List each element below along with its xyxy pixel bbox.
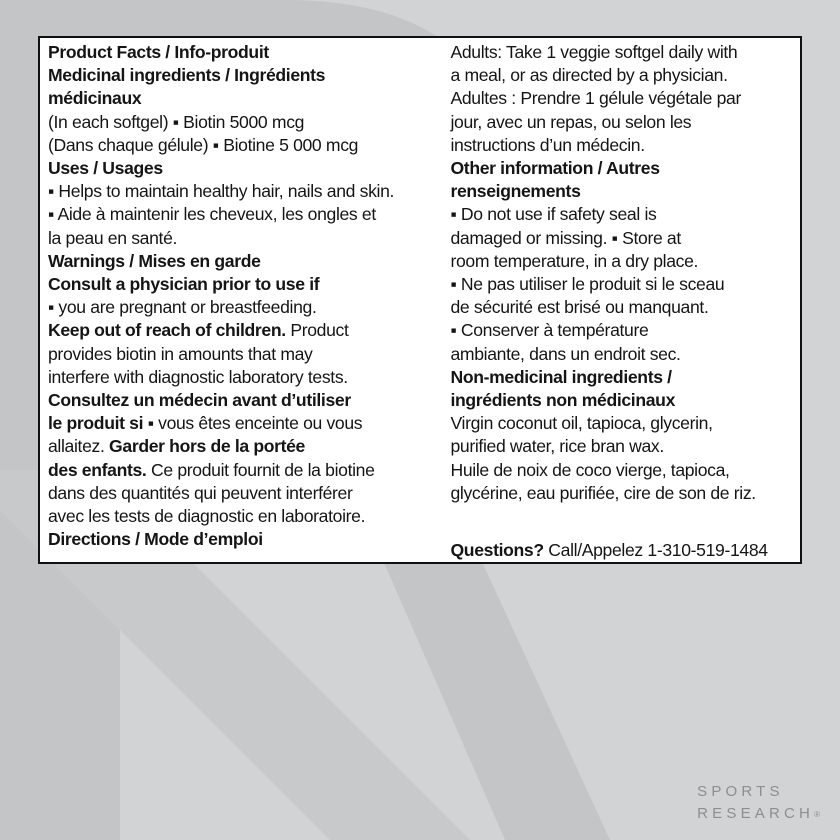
medicinal-ingredients-heading: Medicinal ingredients / Ingrédients	[48, 65, 326, 86]
uses-en: ▪ Helps to maintain healthy hair, nails and skin.	[48, 181, 395, 202]
keep-out-line	[48, 319, 440, 342]
keep-out-reach-fr: Garder hors de la portée	[109, 436, 305, 457]
pregnant-warning-fr: ▪ vous êtes enceinte ou vous	[143, 413, 363, 434]
consult-physician-fr: Consultez un médecin avant d’utiliser	[48, 390, 351, 411]
uses-fr: ▪ Aide à maintenir les cheveux, les ongles et	[48, 204, 376, 225]
uses-fr-cont: la peau en santé.	[48, 227, 178, 248]
directions-fr-end: instructions d’un médecin.	[450, 134, 645, 155]
non-medicinal-fr-cont: glycérine, eau purifiée, cire de son de riz.	[450, 482, 756, 503]
sports-research-logo	[697, 781, 820, 826]
non-medicinal-en: Virgin coconut oil, tapioca, glycerin,	[450, 413, 713, 434]
directions-en-cont: a meal, or as directed by a physician.	[450, 65, 728, 86]
directions-heading: Directions / Mode d’emploi	[48, 529, 263, 550]
medicinal-ingredient-en: (In each softgel) ▪ Biotin 5000 mcg	[48, 111, 305, 132]
other-info-en-end: room temperature, in a dry place.	[450, 250, 699, 271]
non-medicinal-fr: Huile de noix de coco vierge, tapioca,	[450, 459, 730, 480]
other-info-fr-end: ambiante, dans un endroit sec.	[450, 343, 681, 364]
consult-physician-en: Consult a physician prior to use if	[48, 274, 320, 295]
biotin-interference-en-cont: provides biotin in amounts that may	[48, 343, 313, 364]
consult-fr-line	[48, 412, 440, 435]
label-right-column	[450, 41, 792, 562]
other-information-heading: Other information / Autres	[450, 158, 660, 179]
uses-heading: Uses / Usages	[48, 158, 163, 179]
biotin-interference-fr: Ce produit fournit de la biotine	[146, 459, 375, 480]
column-spacer	[450, 505, 792, 539]
biotin-interference-en: Product	[285, 320, 349, 341]
consult-physician-fr-cont: le produit si	[48, 413, 144, 434]
other-info-fr-cont: de sécurité est brisé ou manquant.	[450, 297, 709, 318]
other-info-en: ▪ Do not use if safety seal is	[450, 204, 657, 225]
product-facts-label	[38, 36, 802, 564]
label-left-column	[48, 41, 440, 562]
directions-fr-cont: jour, avec un repas, ou selon les	[450, 111, 692, 132]
other-information-heading-cont: renseignements	[450, 181, 581, 202]
questions-label: Questions?	[450, 539, 544, 560]
product-facts-title: Product Facts / Info-produit	[48, 42, 269, 62]
questions-phone: Call/Appelez 1-310-519-1484	[543, 539, 768, 560]
enfants-line	[48, 459, 440, 482]
medicinal-ingredients-heading-cont: médicinaux	[48, 88, 142, 109]
biotin-interference-fr-cont: dans des quantités qui peuvent interférer	[48, 482, 353, 503]
non-medicinal-heading-cont: ingrédients non médicinaux	[450, 390, 676, 411]
pregnant-warning-fr-cont: allaitez.	[48, 436, 110, 457]
directions-en: Adults: Take 1 veggie softgel daily with	[450, 42, 738, 62]
non-medicinal-en-cont: purified water, rice bran wax.	[450, 436, 664, 457]
allaitez-line	[48, 435, 440, 458]
other-info-fr-store: ▪ Conserver à température	[450, 320, 649, 341]
questions-line	[450, 539, 792, 562]
directions-fr: Adultes : Prendre 1 gélule végétale par	[450, 88, 741, 109]
non-medicinal-heading: Non-medicinal ingredients /	[450, 366, 672, 387]
biotin-interference-en-end: interfere with diagnostic laboratory tests.	[48, 366, 348, 387]
pregnant-warning-en: ▪ you are pregnant or breastfeeding.	[48, 297, 317, 318]
other-info-en-cont: damaged or missing. ▪ Store at	[450, 227, 681, 248]
keep-out-reach-fr-cont: des enfants.	[48, 459, 147, 480]
other-info-fr: ▪ Ne pas utiliser le produit si le sceau	[450, 274, 725, 295]
brand-line-research-wrap	[697, 803, 820, 826]
brand-line-sports: SPORTS	[697, 783, 784, 800]
medicinal-ingredient-fr: (Dans chaque gélule) ▪ Biotine 5 000 mcg	[48, 134, 359, 155]
warnings-heading: Warnings / Mises en garde	[48, 250, 261, 271]
brand-line-research: RESEARCH	[697, 805, 815, 822]
biotin-interference-fr-end: avec les tests de diagnostic en laboratoire.	[48, 506, 366, 527]
registered-mark: ®	[814, 810, 820, 819]
keep-out-reach-en: Keep out of reach of children.	[48, 320, 286, 341]
